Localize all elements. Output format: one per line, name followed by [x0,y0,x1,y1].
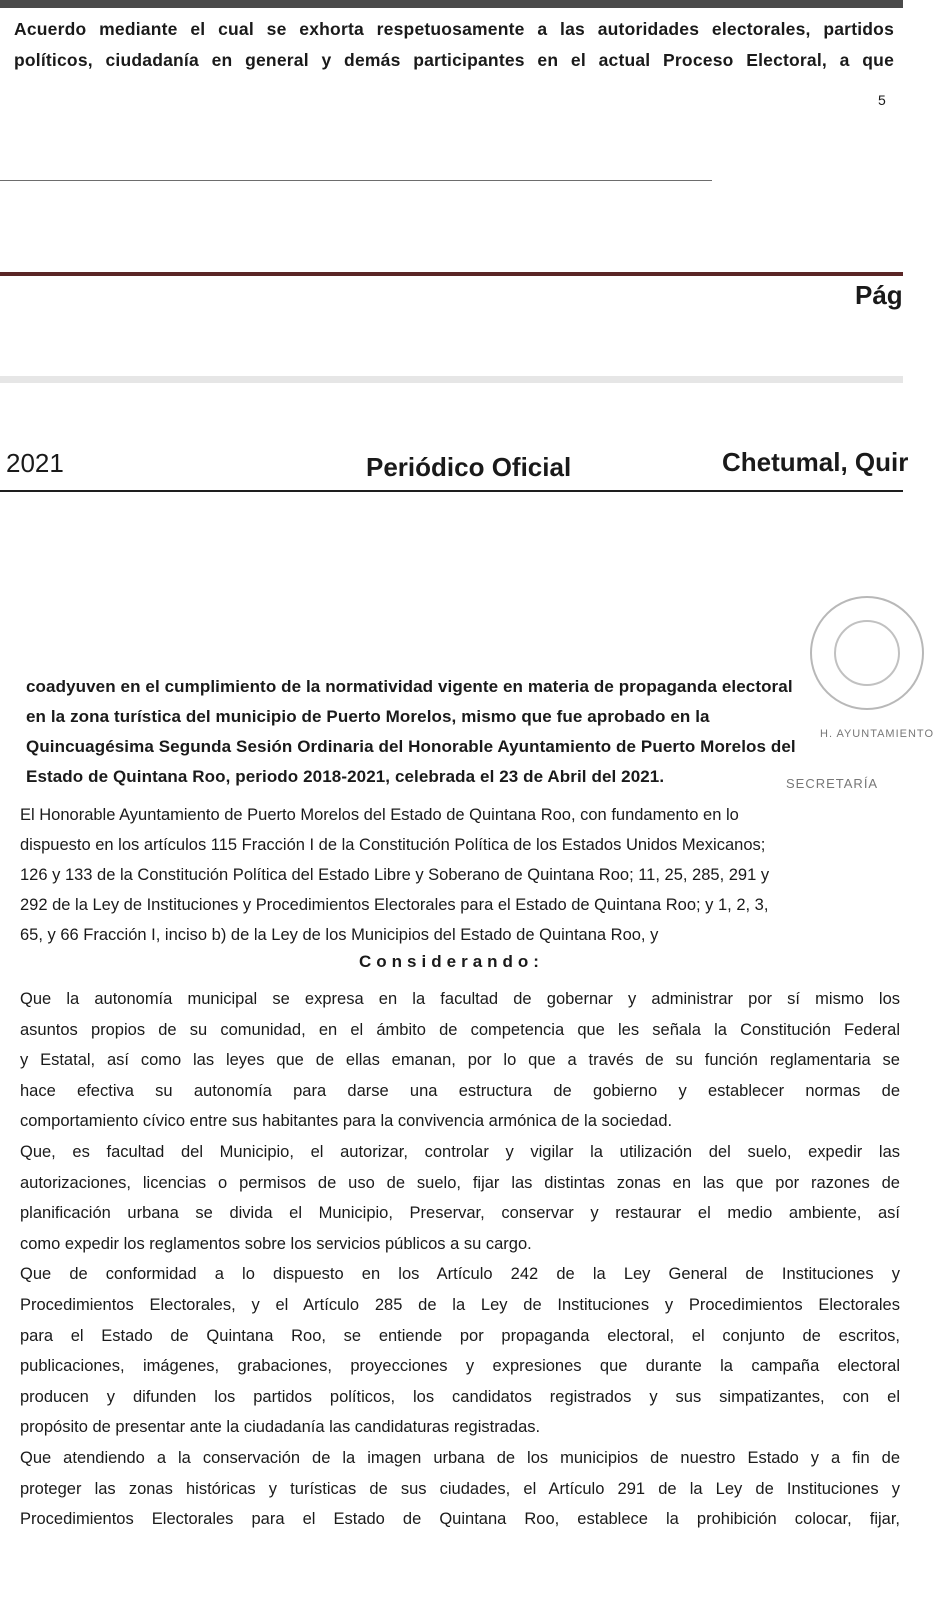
divider-line [0,180,712,181]
page-gap [0,376,903,383]
fragment-line-1: Acuerdo mediante el cual se exhorta respetuosamente a las autoridades electorales, partidos [14,19,894,39]
seal-text-ayuntamiento: H. AYUNTAMIENTO [820,728,934,740]
page-label: Pág [855,280,903,310]
previous-page-fragment [14,14,894,76]
header-city: Chetumal, Quir [722,447,909,477]
header-rule [0,490,903,492]
body-line: Procedimientos Electorales, y el Artículo 285 de la Ley de Instituciones y Procedimientos Electorales [20,1295,900,1314]
seal-text-secretaria: SECRETARÍA [786,776,879,791]
page-reference: 5 [878,92,886,108]
body-line: planificación urbana se divida el Municipio, Preservar, conservar y restaurar el medio ambiente, así [20,1204,900,1223]
legal-basis-line: 292 de la Ley de Instituciones y Procedimientos Electorales para el Estado de Quintana Roo; y 1, 2, 3, [20,896,769,914]
body-line: para el Estado de Quintana Roo, se entiende por propaganda electoral, el conjunto de escritos, [20,1326,900,1345]
agreement-title-line: coadyuven en el cumplimiento de la normatividad vigente en materia de propaganda electoral [26,677,793,696]
body-line: hace efectiva su autonomía para darse una estructura de gobierno y establecer normas de [20,1081,900,1100]
agreement-title [26,672,906,792]
body-line: y Estatal, así como las leyes que de ellas emanan, por lo que a través de su función reglamentaria se [20,1051,900,1070]
legal-basis-paragraph [20,800,900,950]
body-line: autorizaciones, licencias o permisos de uso de suelo, fijar las distintas zonas en las que por razones de [20,1173,900,1192]
body-line: producen y difunden los partidos políticos, los candidatos registrados y sus simpatizantes, con el [20,1387,900,1406]
body-line: como expedir los reglamentos sobre los servicios públicos a su cargo. [20,1234,532,1253]
body-line: propósito de presentar ante la ciudadanía las candidaturas registradas. [20,1418,541,1437]
legal-basis-line: 126 y 133 de la Constitución Política del Estado Libre y Soberano de Quintana Roo; 11, 25, 285, 291 y [20,866,770,884]
agreement-title-line: Quincuagésima Segunda Sesión Ordinaria del Honorable Ayuntamiento de Puerto Morelos del [26,737,796,756]
page-separator [0,272,903,276]
body-line: asuntos propios de su comunidad, en el ámbito de competencia que les señala la Constitución Federal [20,1020,900,1039]
body-line: publicaciones, imágenes, grabaciones, proyecciones y expresiones que durante la campaña electoral [20,1357,900,1376]
body-line: Que atendiendo a la conservación de la imagen urbana de los municipios de nuestro Estado y a fin de [20,1448,900,1467]
body-line: Que la autonomía municipal se expresa en la facultad de gobernar y administrar por sí mismo los [20,990,900,1008]
body-line: proteger las zonas históricas y turísticas de sus ciudades, el Artículo 291 de la Ley de Instituciones y [20,1479,900,1498]
body-line: Que, es facultad del Municipio, el autorizar, controlar y vigilar la utilización del suelo, expedir las [20,1142,900,1161]
body-line: comportamiento cívico entre sus habitantes para la convivencia armónica de la sociedad. [20,1112,673,1131]
body-line: Procedimientos Electorales para el Estado de Quintana Roo, establece la prohibición colocar, fijar, [20,1510,900,1529]
header-title: Periódico Oficial [366,452,572,482]
legal-basis-line: dispuesto en los artículos 115 Fracción I de la Constitución Política de los Estados Unidos Mexicanos; [20,836,766,854]
header-year: 2021 [6,448,64,478]
considerando-body [20,984,900,1535]
body-line: Que de conformidad a lo dispuesto en los Artículo 242 de la Ley General de Instituciones y [20,1265,900,1284]
considerando-heading: Considerando: [359,952,544,971]
legal-basis-line: 65, y 66 Fracción I, inciso b) de la Ley de los Municipios del Estado de Quintana Roo, y [20,926,659,944]
agreement-title-line: en la zona turística del municipio de Puerto Morelos, mismo que fue aprobado en la [26,707,710,726]
legal-basis-line: El Honorable Ayuntamiento de Puerto Morelos del Estado de Quintana Roo, con fundamento en lo [20,806,739,824]
top-bar [0,0,903,8]
fragment-line-2: políticos, ciudadanía en general y demás participantes en el actual Proceso Electoral, a que [14,50,894,70]
agreement-title-line: Estado de Quintana Roo, periodo 2018-2021, celebrada el 23 de Abril del 2021. [26,767,665,786]
